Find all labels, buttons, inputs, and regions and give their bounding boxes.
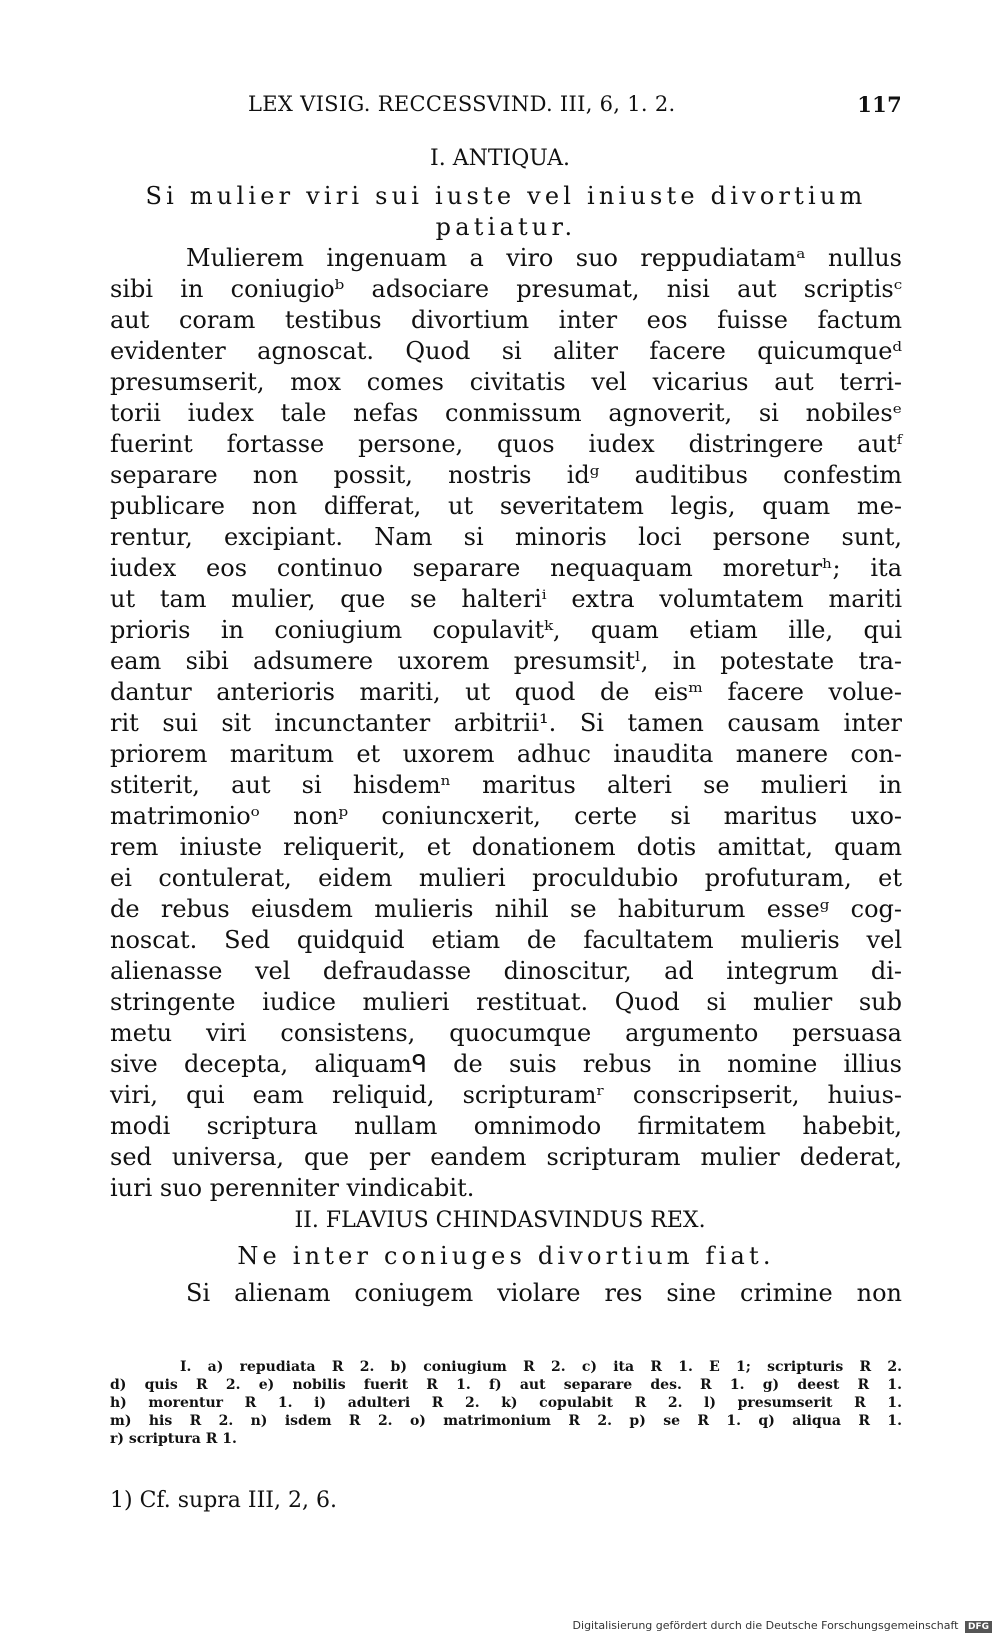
text-line: publicare non differat, ut severitatem legis, quam me- xyxy=(110,492,902,520)
dfg-logo: DFG xyxy=(965,1621,992,1633)
text-line: dantur anterioris mariti, ut quod de eisᵐ facere volue- xyxy=(110,678,902,706)
text-line: iudex eos continuo separare nequaquam moreturʰ; ita xyxy=(110,554,902,582)
text-line: Si alienam coniugem violare res sine crimine non xyxy=(186,1279,902,1307)
law-text-section-2 xyxy=(110,1278,902,1309)
critical-apparatus xyxy=(110,1358,902,1448)
text-line: rentur, excipiant. Nam si minoris loci persone sunt, xyxy=(110,523,902,551)
text-line: presumserit, mox comes civitatis vel vicarius aut terri- xyxy=(110,368,902,396)
rubric-section-1 xyxy=(110,181,902,243)
text-line: rit sui sit incunctanter arbitrii¹. Si tamen causam inter xyxy=(110,709,902,737)
digitization-text: Digitalisierung gefördert durch die Deutsche Forschungsgemeinschaft xyxy=(572,1619,959,1632)
text-line: ei contulerat, eidem mulieri proculdubio profuturam, et xyxy=(110,864,902,892)
text-line: Mulierem ingenuam a viro suo reppudiatamᵃ nullus xyxy=(186,244,902,272)
text-line: aut coram testibus divortium inter eos fuisse factum xyxy=(110,306,902,334)
footnote-line: I. a) repudiata R 2. b) coniugium R 2. c) ita R 1. E 1; scripturis R 2. xyxy=(180,1359,902,1375)
text-line: viri, qui eam reliquid, scripturamʳ conscripserit, huius- xyxy=(110,1081,902,1109)
page-number: 117 xyxy=(857,92,902,117)
text-line: ut tam mulier, que se halteriⁱ extra volumtatem mariti xyxy=(110,585,902,613)
text-line: metu viri consistens, quocumque argumento persuasa xyxy=(110,1019,902,1047)
text-line: fuerint fortasse persone, quos iudex distringere autᶠ xyxy=(110,430,902,458)
digitization-credit xyxy=(573,1619,992,1633)
text-line: sed universa, que per eandem scripturam mulier dederat, xyxy=(110,1143,902,1171)
text-line: rem iniuste reliquerit, et donationem dotis amittat, quam xyxy=(110,833,902,861)
text-line: iuri suo perenniter vindicabit. xyxy=(110,1174,475,1202)
section-heading-chindasvindus: II. FLAVIUS CHINDASVINDUS REX. xyxy=(294,1208,706,1233)
rubric-line: Ne inter coniuges divortium fiat. xyxy=(237,1242,775,1270)
footnote-line: m) his R 2. n) isdem R 2. o) matrimonium R 2. p) se R 1. q) aliqua R 1. xyxy=(110,1413,902,1429)
text-line: separare non possit, nostris idᵍ auditibus confestim xyxy=(110,461,902,489)
text-line: stiterit, aut si hisdemⁿ maritus alteri se mulieri in xyxy=(110,771,902,799)
text-line: noscat. Sed quidquid etiam de facultatem mulieris vel xyxy=(110,926,902,954)
running-title: LEX VISIG. RECCESSVIND. III, 6, 1. 2. xyxy=(248,92,676,116)
footnote-line: r) scriptura R 1. xyxy=(110,1431,237,1447)
text-line: priorem maritum et uxorem adhuc inaudita manere con- xyxy=(110,740,902,768)
text-line: torii iudex tale nefas conmissum agnoverit, si nobilesᵉ xyxy=(110,399,902,427)
footnote-line: h) morentur R 1. i) adulteri R 2. k) copulabit R 2. l) presumserit R 1. xyxy=(110,1395,902,1411)
text-line: evidenter agnoscat. Quod si aliter facere quicumqueᵈ xyxy=(110,337,902,365)
section-heading-antiqua: I. ANTIQUA. xyxy=(430,146,570,171)
text-line: alienasse vel defraudasse dinoscitur, ad integrum di- xyxy=(110,957,902,985)
text-line: de rebus eiusdem mulieris nihil se habiturum esseᵍ cog- xyxy=(110,895,902,923)
text-line: sibi in coniugioᵇ adsociare presumat, nisi aut scriptisᶜ xyxy=(110,275,902,303)
footnote-line: d) quis R 2. e) nobilis fuerit R 1. f) aut separare des. R 1. g) deest R 1. xyxy=(110,1377,902,1393)
text-line: sive decepta, aliquamᑫ de suis rebus in nomine illius xyxy=(110,1050,902,1078)
rubric-line: patiatur. xyxy=(435,213,577,241)
running-head xyxy=(110,92,902,124)
text-line: stringente iudice mulieri restituat. Quod si mulier sub xyxy=(110,988,902,1016)
text-line: prioris in coniugium copulavitᵏ, quam etiam ille, qui xyxy=(110,616,902,644)
reference-footnote: 1) Cf. supra III, 2, 6. xyxy=(110,1488,337,1513)
text-line: matrimonioᵒ nonᵖ coniuncxerit, certe si maritus uxo- xyxy=(110,802,902,830)
rubric-section-2 xyxy=(110,1241,902,1272)
text-line: eam sibi adsumere uxorem presumsitˡ, in potestate tra- xyxy=(110,647,902,675)
rubric-line: Si mulier viri sui iuste vel iniuste divortium xyxy=(145,182,867,210)
text-line: modi scriptura nullam omnimodo firmitatem habebit, xyxy=(110,1112,902,1140)
law-text-section-1 xyxy=(110,243,902,1204)
